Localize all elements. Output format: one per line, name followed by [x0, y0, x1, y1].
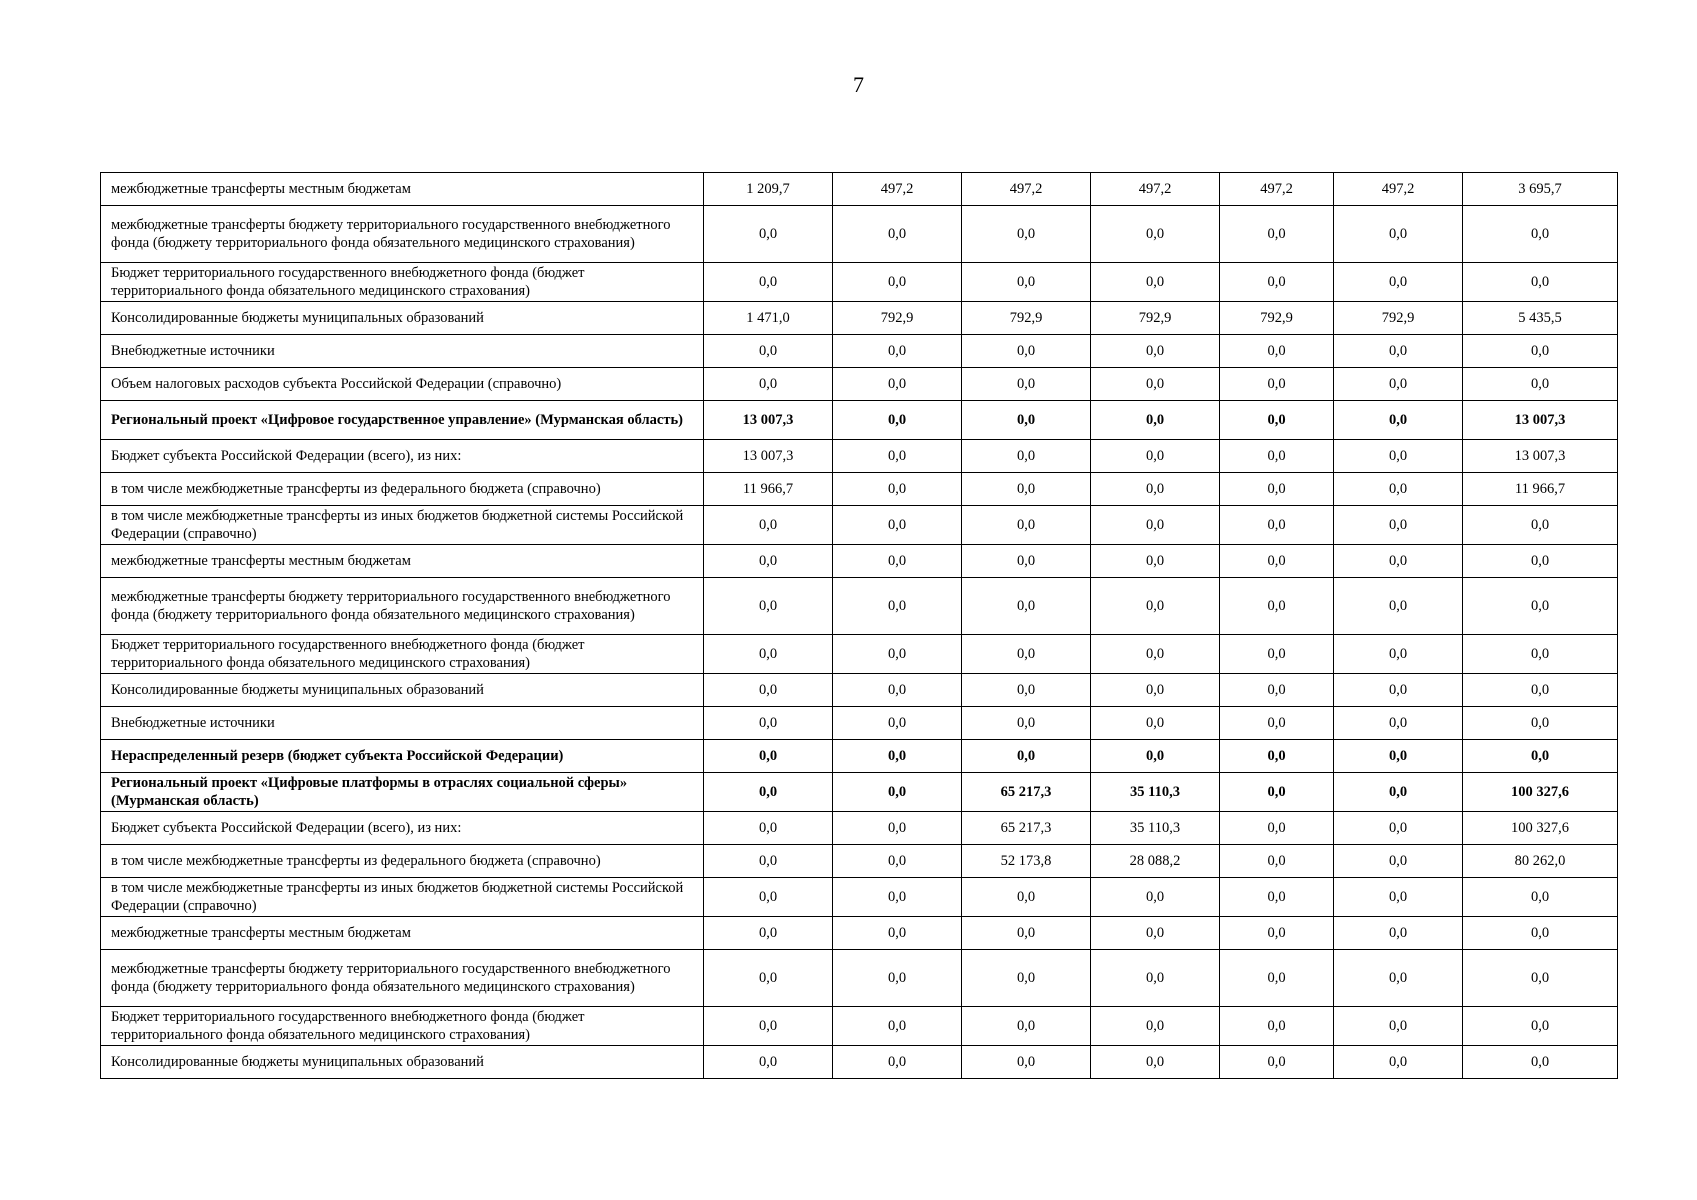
row-label: межбюджетные трансферты бюджету территориального государственного внебюджетного фонда (бюджету территориального фонда обязательного медицинского страхования): [101, 578, 704, 635]
row-value: 13 007,3: [1463, 401, 1618, 440]
row-value: 0,0: [1220, 1046, 1334, 1079]
row-value: 0,0: [704, 263, 833, 302]
row-value: 0,0: [1334, 812, 1463, 845]
table-row: [101, 578, 1618, 635]
row-value: 0,0: [833, 845, 962, 878]
row-value: 0,0: [833, 773, 962, 812]
row-value: 0,0: [1334, 335, 1463, 368]
row-value: 35 110,3: [1091, 812, 1220, 845]
table-body: [101, 173, 1618, 1079]
row-value: 0,0: [1220, 917, 1334, 950]
row-value: 0,0: [704, 1046, 833, 1079]
row-label: межбюджетные трансферты бюджету территориального государственного внебюджетного фонда (бюджету территориального фонда обязательного медицинского страхования): [101, 950, 704, 1007]
row-value: 0,0: [1220, 812, 1334, 845]
row-value: 0,0: [962, 674, 1091, 707]
row-value: 0,0: [1091, 878, 1220, 917]
row-value: 0,0: [1220, 335, 1334, 368]
row-value: 0,0: [962, 440, 1091, 473]
row-value: 0,0: [704, 845, 833, 878]
row-value: 0,0: [1220, 845, 1334, 878]
row-value: 0,0: [833, 401, 962, 440]
table-row: [101, 473, 1618, 506]
row-value: 0,0: [1220, 1007, 1334, 1046]
row-value: 0,0: [1334, 506, 1463, 545]
row-value: 13 007,3: [704, 440, 833, 473]
row-value: 0,0: [1463, 740, 1618, 773]
row-value: 0,0: [1091, 740, 1220, 773]
row-value: 0,0: [833, 473, 962, 506]
row-value: 0,0: [1220, 473, 1334, 506]
row-value: 13 007,3: [704, 401, 833, 440]
row-value: 0,0: [962, 950, 1091, 1007]
row-value: 0,0: [962, 578, 1091, 635]
row-value: 0,0: [1463, 878, 1618, 917]
row-label: Консолидированные бюджеты муниципальных образований: [101, 674, 704, 707]
row-value: 0,0: [962, 1046, 1091, 1079]
row-value: 0,0: [704, 707, 833, 740]
row-value: 792,9: [1220, 302, 1334, 335]
row-value: 0,0: [1220, 263, 1334, 302]
table-row: [101, 506, 1618, 545]
row-label: Внебюджетные источники: [101, 335, 704, 368]
row-value: 0,0: [833, 1046, 962, 1079]
row-label: Консолидированные бюджеты муниципальных образований: [101, 1046, 704, 1079]
row-value: 0,0: [704, 812, 833, 845]
row-value: 0,0: [704, 950, 833, 1007]
row-value: 0,0: [833, 917, 962, 950]
row-value: 0,0: [833, 440, 962, 473]
row-value: 0,0: [833, 545, 962, 578]
row-value: 0,0: [1091, 206, 1220, 263]
table-row: [101, 917, 1618, 950]
row-value: 0,0: [1220, 950, 1334, 1007]
table-row: [101, 401, 1618, 440]
row-value: 0,0: [833, 674, 962, 707]
row-value: 0,0: [704, 674, 833, 707]
row-label: в том числе межбюджетные трансферты из федерального бюджета (справочно): [101, 845, 704, 878]
row-value: 0,0: [1091, 635, 1220, 674]
row-label: Региональный проект «Цифровые платформы в отраслях социальной сферы» (Мурманская область): [101, 773, 704, 812]
row-value: 100 327,6: [1463, 812, 1618, 845]
row-value: 0,0: [833, 578, 962, 635]
row-label: Внебюджетные источники: [101, 707, 704, 740]
row-value: 0,0: [1334, 635, 1463, 674]
row-value: 0,0: [962, 401, 1091, 440]
row-value: 0,0: [1463, 206, 1618, 263]
table-row: [101, 335, 1618, 368]
row-value: 0,0: [1091, 950, 1220, 1007]
row-value: 0,0: [1220, 878, 1334, 917]
row-value: 0,0: [1091, 401, 1220, 440]
row-value: 0,0: [1334, 206, 1463, 263]
row-value: 0,0: [1334, 707, 1463, 740]
row-value: 0,0: [1334, 674, 1463, 707]
row-value: 0,0: [1091, 440, 1220, 473]
row-value: 0,0: [1334, 845, 1463, 878]
row-value: 0,0: [1463, 506, 1618, 545]
row-value: 80 262,0: [1463, 845, 1618, 878]
row-label: Консолидированные бюджеты муниципальных образований: [101, 302, 704, 335]
row-value: 100 327,6: [1463, 773, 1618, 812]
table-row: [101, 1046, 1618, 1079]
row-value: 35 110,3: [1091, 773, 1220, 812]
row-value: 792,9: [1334, 302, 1463, 335]
row-label: межбюджетные трансферты местным бюджетам: [101, 173, 704, 206]
row-value: 0,0: [833, 635, 962, 674]
row-value: 497,2: [1334, 173, 1463, 206]
row-value: 0,0: [833, 206, 962, 263]
row-value: 497,2: [1220, 173, 1334, 206]
row-value: 0,0: [962, 635, 1091, 674]
row-value: 0,0: [704, 1007, 833, 1046]
row-value: 0,0: [833, 263, 962, 302]
row-value: 0,0: [1220, 773, 1334, 812]
row-label: Бюджет территориального государственного внебюджетного фонда (бюджет территориального фонда обязательного медицинского страхования): [101, 263, 704, 302]
row-label: Объем налоговых расходов субъекта Российской Федерации (справочно): [101, 368, 704, 401]
table-row: [101, 635, 1618, 674]
row-value: 0,0: [1220, 674, 1334, 707]
row-value: 0,0: [1334, 740, 1463, 773]
row-value: 0,0: [962, 878, 1091, 917]
row-value: 0,0: [1220, 506, 1334, 545]
row-value: 0,0: [1463, 368, 1618, 401]
row-value: 0,0: [962, 740, 1091, 773]
row-value: 0,0: [1334, 401, 1463, 440]
row-value: 0,0: [1220, 740, 1334, 773]
row-label: Бюджет субъекта Российской Федерации (всего), из них:: [101, 440, 704, 473]
row-label: межбюджетные трансферты местным бюджетам: [101, 545, 704, 578]
row-value: 0,0: [1463, 1007, 1618, 1046]
table-row: [101, 440, 1618, 473]
row-value: 0,0: [704, 635, 833, 674]
row-label: в том числе межбюджетные трансферты из иных бюджетов бюджетной системы Российской Федерации (справочно): [101, 506, 704, 545]
table-row: [101, 740, 1618, 773]
row-value: 0,0: [704, 545, 833, 578]
row-value: 0,0: [704, 878, 833, 917]
page-number: 7: [853, 72, 864, 97]
row-value: 0,0: [1334, 440, 1463, 473]
row-value: 0,0: [704, 917, 833, 950]
row-value: 0,0: [1334, 1046, 1463, 1079]
table-row: [101, 545, 1618, 578]
row-value: 0,0: [1220, 635, 1334, 674]
row-value: 0,0: [704, 773, 833, 812]
table-row: [101, 1007, 1618, 1046]
row-value: 0,0: [704, 335, 833, 368]
table-row: [101, 812, 1618, 845]
table-row: [101, 206, 1618, 263]
row-value: 0,0: [1091, 263, 1220, 302]
row-value: 0,0: [962, 917, 1091, 950]
row-value: 0,0: [1091, 335, 1220, 368]
row-value: 0,0: [1091, 545, 1220, 578]
row-value: 0,0: [1463, 578, 1618, 635]
row-value: 0,0: [1220, 368, 1334, 401]
row-label: Бюджет территориального государственного внебюджетного фонда (бюджет территориального фонда обязательного медицинского страхования): [101, 635, 704, 674]
row-value: 0,0: [962, 335, 1091, 368]
row-value: 0,0: [1220, 707, 1334, 740]
table-row: [101, 674, 1618, 707]
row-value: 0,0: [833, 506, 962, 545]
row-value: 0,0: [962, 707, 1091, 740]
row-value: 0,0: [962, 206, 1091, 263]
row-value: 0,0: [1220, 545, 1334, 578]
row-value: 0,0: [1463, 263, 1618, 302]
row-value: 792,9: [833, 302, 962, 335]
row-value: 65 217,3: [962, 773, 1091, 812]
row-value: 0,0: [704, 206, 833, 263]
row-value: 0,0: [1334, 773, 1463, 812]
row-value: 3 695,7: [1463, 173, 1618, 206]
row-value: 0,0: [704, 578, 833, 635]
row-value: 0,0: [1334, 878, 1463, 917]
row-value: 0,0: [962, 263, 1091, 302]
row-value: 0,0: [1091, 1007, 1220, 1046]
row-value: 0,0: [1334, 1007, 1463, 1046]
row-label: Бюджет территориального государственного внебюджетного фонда (бюджет территориального фонда обязательного медицинского страхования): [101, 1007, 704, 1046]
row-value: 5 435,5: [1463, 302, 1618, 335]
table-row: [101, 302, 1618, 335]
row-value: 0,0: [1220, 206, 1334, 263]
row-value: 0,0: [833, 812, 962, 845]
row-label: Нераспределенный резерв (бюджет субъекта Российской Федерации): [101, 740, 704, 773]
row-value: 0,0: [1334, 545, 1463, 578]
row-value: 0,0: [1334, 578, 1463, 635]
row-value: 0,0: [962, 368, 1091, 401]
row-value: 1 209,7: [704, 173, 833, 206]
row-value: 65 217,3: [962, 812, 1091, 845]
row-value: 0,0: [1463, 335, 1618, 368]
row-value: 0,0: [833, 1007, 962, 1046]
row-label: в том числе межбюджетные трансферты из иных бюджетов бюджетной системы Российской Федерации (справочно): [101, 878, 704, 917]
table-row: [101, 368, 1618, 401]
row-value: 0,0: [1463, 1046, 1618, 1079]
row-value: 0,0: [833, 335, 962, 368]
row-value: 0,0: [1091, 473, 1220, 506]
row-value: 0,0: [1463, 674, 1618, 707]
row-value: 497,2: [962, 173, 1091, 206]
row-value: 0,0: [704, 740, 833, 773]
table-row: [101, 950, 1618, 1007]
row-value: 0,0: [962, 473, 1091, 506]
row-value: 0,0: [833, 740, 962, 773]
row-value: 0,0: [833, 950, 962, 1007]
row-value: 13 007,3: [1463, 440, 1618, 473]
row-value: 0,0: [1220, 578, 1334, 635]
row-value: 0,0: [1091, 674, 1220, 707]
row-value: 792,9: [962, 302, 1091, 335]
row-value: 0,0: [1091, 368, 1220, 401]
row-value: 0,0: [962, 506, 1091, 545]
row-value: 0,0: [1334, 368, 1463, 401]
row-value: 1 471,0: [704, 302, 833, 335]
table-row: [101, 263, 1618, 302]
row-label: межбюджетные трансферты местным бюджетам: [101, 917, 704, 950]
row-value: 0,0: [833, 368, 962, 401]
row-value: 0,0: [1220, 440, 1334, 473]
row-value: 0,0: [1334, 950, 1463, 1007]
row-value: 0,0: [1463, 635, 1618, 674]
row-value: 0,0: [1463, 707, 1618, 740]
row-value: 52 173,8: [962, 845, 1091, 878]
table-row: [101, 173, 1618, 206]
row-value: 0,0: [1091, 506, 1220, 545]
row-value: 0,0: [1334, 917, 1463, 950]
row-value: 0,0: [704, 368, 833, 401]
row-value: 0,0: [1334, 263, 1463, 302]
row-value: 0,0: [1334, 473, 1463, 506]
row-value: 0,0: [1091, 1046, 1220, 1079]
table-row: [101, 845, 1618, 878]
row-value: 0,0: [833, 707, 962, 740]
row-value: 11 966,7: [1463, 473, 1618, 506]
row-label: межбюджетные трансферты бюджету территориального государственного внебюджетного фонда (бюджету территориального фонда обязательного медицинского страхования): [101, 206, 704, 263]
row-value: 497,2: [1091, 173, 1220, 206]
row-value: 11 966,7: [704, 473, 833, 506]
row-value: 792,9: [1091, 302, 1220, 335]
row-value: 0,0: [1091, 578, 1220, 635]
row-label: в том числе межбюджетные трансферты из федерального бюджета (справочно): [101, 473, 704, 506]
row-value: 497,2: [833, 173, 962, 206]
row-value: 0,0: [1091, 917, 1220, 950]
row-value: 0,0: [1220, 401, 1334, 440]
row-value: 0,0: [1463, 917, 1618, 950]
table-row: [101, 707, 1618, 740]
table-row: [101, 773, 1618, 812]
table-row: [101, 878, 1618, 917]
row-value: 0,0: [962, 545, 1091, 578]
row-value: 0,0: [1463, 545, 1618, 578]
row-value: 0,0: [1463, 950, 1618, 1007]
row-label: Региональный проект «Цифровое государственное управление» (Мурманская область): [101, 401, 704, 440]
row-value: 28 088,2: [1091, 845, 1220, 878]
budget-table: [100, 172, 1618, 1079]
row-value: 0,0: [704, 506, 833, 545]
row-label: Бюджет субъекта Российской Федерации (всего), из них:: [101, 812, 704, 845]
row-value: 0,0: [962, 1007, 1091, 1046]
row-value: 0,0: [1091, 707, 1220, 740]
row-value: 0,0: [833, 878, 962, 917]
